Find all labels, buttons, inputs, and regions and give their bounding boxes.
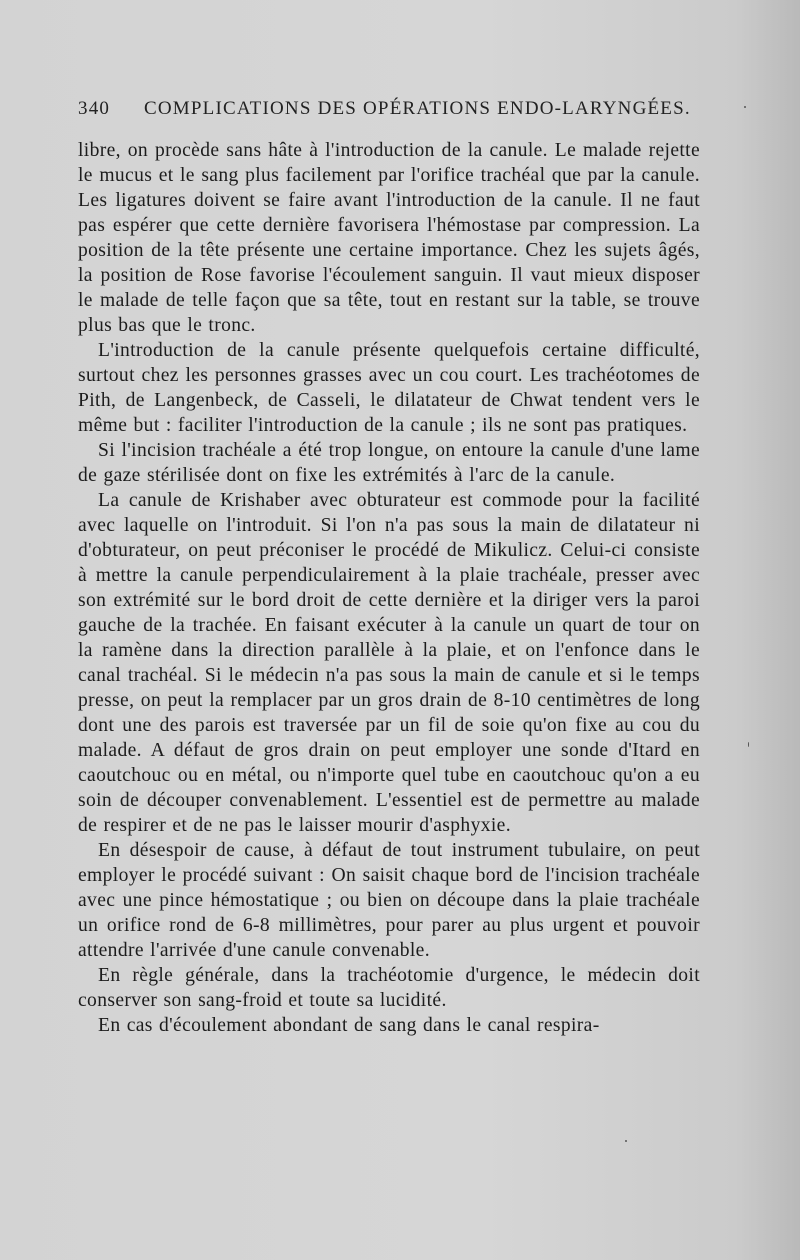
paragraph: En règle générale, dans la trachéotomie d'urgence, le médecin doit conserver son sang-froid et toute sa lucidité. [78,965,700,1011]
paragraph: En cas d'écoulement abondant de sang dans le canal respira- [98,1015,600,1036]
running-title: COMPLICATIONS DES OPÉRATIONS ENDO-LARYNGÉES. [144,98,691,119]
paper-speck [625,1140,627,1142]
paper-speck [744,106,746,108]
paragraph: La canule de Krishaber avec obturateur est commode pour la facilité avec laquelle on l'introduit. Si l'on n'a pas sous la main de dilatateur ni d'obturateur, on peut préconiser le procédé de Mikulicz. Celui-ci consiste à mettre la canule perpendiculairement à la plaie trachéale, presser avec son extrémité sur le bord droit de cette dernière et la diriger vers la paroi gauche de la trachée. En faisant exécuter à la canule un quart de tour on la ramène dans la direction parallèle à la plaie, et on l'enfonce dans le canal trachéal. Si le médecin n'a pas sous la main de canule et si le temps presse, on peut la remplacer par un gros drain de 8-10 centimètres de long dont une des parois est traversée par un fil de soie qu'on fixe au cou du malade. A défaut de gros drain on peut employer une sonde d'Itard en caoutchouc ou en métal, ou n'importe quel tube en caoutchouc qu'on a eu soin de découper convenablement. L'essentiel est de permettre au malade de respirer et de ne pas le laisser mourir d'asphyxie. [78,490,700,836]
body-text [78,138,700,1038]
paper-speck [748,742,749,747]
running-head [78,98,718,126]
paragraph: Si l'incision trachéale a été trop longue, on entoure la canule d'une lame de gaze stérilisée dont on fixe les extrémités à l'arc de la canule. [78,440,700,486]
paragraph: En désespoir de cause, à défaut de tout instrument tubulaire, on peut employer le procédé suivant : On saisit chaque bord de l'incision trachéale avec une pince hémostatique ; ou bien on découpe dans la plaie trachéale un orifice rond de 6-8 millimètres, pour parer au plus urgent et pouvoir attendre l'arrivée d'une canule convenable. [78,840,700,961]
paragraph: libre, on procède sans hâte à l'introduction de la canule. Le malade rejette le mucus et le sang plus facilement par l'orifice trachéal que par la canule. Les ligatures doivent se faire avant l'introduction de la canule. Il ne faut pas espérer que cette dernière favorisera l'hémostase par compression. La position de la tête présente une certaine importance. Chez les sujets âgés, la position de Rose favorise l'écoulement sanguin. Il vaut mieux disposer le malade de telle façon que sa tête, tout en restant sur la table, se trouve plus bas que le tronc. [78,140,700,336]
page-number: 340 [78,98,111,119]
paragraph: L'introduction de la canule présente quelquefois certaine difficulté, surtout chez les personnes grasses avec un cou court. Les trachéotomes de Pith, de Langenbeck, de Casseli, le dilatateur de Chwat tendent vers le même but : faciliter l'introduction de la canule ; ils ne sont pas pratiques. [78,340,700,436]
